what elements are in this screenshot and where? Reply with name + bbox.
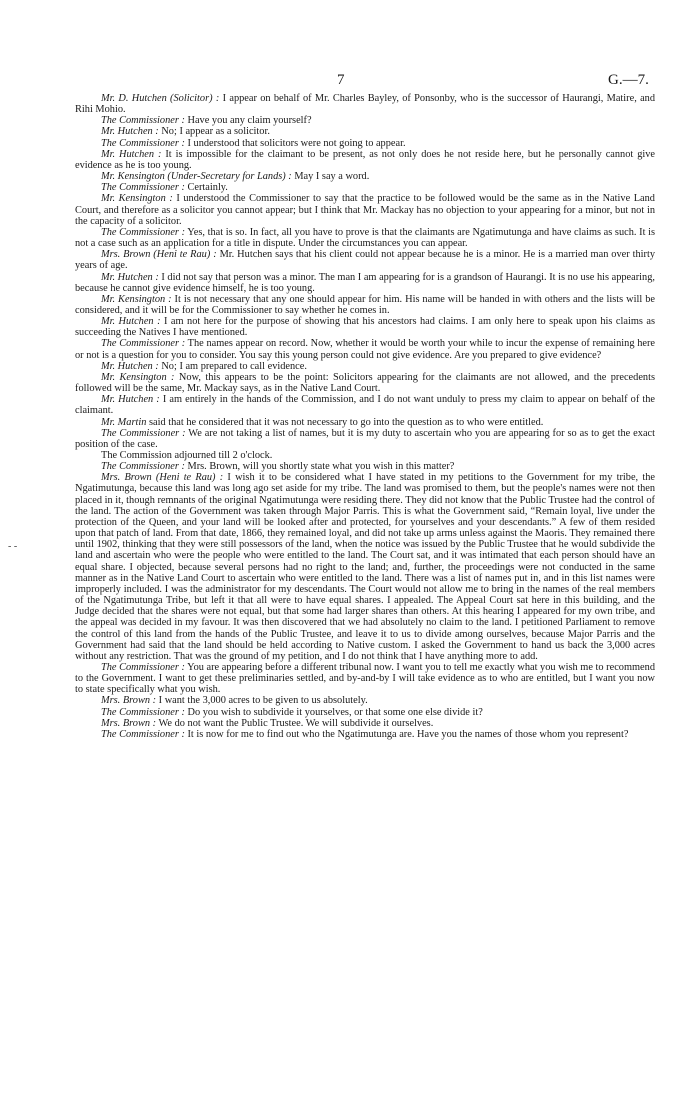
transcript-paragraph [75,149,655,171]
speaker-label: The Commissioner : [101,661,185,673]
paragraph-text: May I say a word. [291,171,370,183]
paragraph-text: Yes, that is so. In fact, all you have to prove is that the claimants are Ngatimutunga and have claims as such. It is not a case such as an application for a title in dispute. Under the circumstances you can appear. [75,226,655,250]
paragraph-text: It is now for me to find out who the Ngatimutunga are. Have you the names of those whom you represent? [184,728,629,740]
speaker-label: Mr. Hutchen : [101,394,160,406]
speaker-label: Mrs. Brown : [101,695,157,707]
paragraph-text: Do you wish to subdivide it yourselves, or that some one else divide it? [184,706,483,718]
paragraph-text: I understood that solicitors were not going to appear. [184,137,406,149]
speaker-label: Mr. Hutchen : [101,360,159,372]
speaker-label: The Commissioner : [101,226,186,238]
transcript-paragraph [75,662,655,695]
paragraph-text: Mrs. Brown, will you shortly state what you wish in this matter? [184,461,455,473]
transcript-paragraph [75,450,655,461]
transcript-paragraph [75,126,655,137]
paragraph-text: I appear on behalf of Mr. Charles Bayley, of Ponsonby, who is the successor of Haurangi, Matire, and Rihi Mohio. [75,93,656,116]
transcript-paragraph [75,361,655,372]
paragraph-text: Have you any claim yourself? [184,115,312,127]
transcript-paragraph [75,394,655,416]
speaker-label: Mr. Hutchen : [101,271,159,283]
transcript-paragraph [75,182,655,193]
speaker-label: The Commissioner : [101,182,185,194]
transcript-paragraph [75,718,655,729]
document-reference: G.—7. [608,72,649,88]
transcript-paragraph [75,171,655,182]
page-number: 7 [337,72,345,88]
transcript-paragraph [75,138,655,149]
paragraph-text: It is not necessary that any one should appear for him. His name will be handed in with others and the lists will be considered, and it will be for the Commissioner to say whether he comes in. [75,293,655,316]
paragraph-text: You are appearing before a different tribunal now. I want you to tell me exactly what you wish me to recommend to the Government. I want to get these preliminaries settled, and by-and-by I will take evidence as to who are entitled, but I want you now to state specifically what you wish. [75,661,655,696]
speaker-label: Mr. Martin [101,416,147,428]
speaker-label: Mrs. Brown (Heni te Rau) : [101,472,224,484]
transcript-paragraph [75,338,655,360]
transcript-paragraph [75,93,655,115]
transcript-paragraph [75,193,655,226]
speaker-label: Mr. Kensington : [101,193,173,205]
transcript-paragraph [75,695,655,706]
paragraph-text: We are not taking a list of names, but it is my duty to ascertain who you are appearing for so as to get the exact position of the case. [75,427,656,450]
paragraph-text: I wish it to be considered what I have stated in my petitions to the Government for my tribe, the Ngatimutunga, because this land was long ago set aside for my tribe. The land was promised to them, but the people's names were not then placed in it, though remnants of the original Ngatimutunga were residing there. They did not know that the Public Trustee had the control of the land. The action of the Government was taken through Major Parris. This is what the Government said, “Remain loyal, live under the protection of the Queen, and your land will be looked after and protected, for yourselves and your descendants.” A few of them resided upon that patch of land. From that date, 1866, they remained loyal, and did not take up arms unless against the Maoris. They remained there until 1902, thinking that they were still possessors of the land, when the notice was issued by the Public Trustee that he would subdivide the land and ascertain who were the people who were entitled to the land. The Court sat, and it was intimated that each person should have an equal share. I objected, because several persons had no right to the land; and, further, the proceedings were not conducted in the same manner as in the Native Land Court to ascertain who were entitled to the land. There was a list of names put in, and in this list names were improperly included. I was the administrator for my descendants. The Court would not allow me to bring in the names of the real members of the Ngatimutunga Tribe, but left it that all were to have equal shares. I appealed. The Appeal Court sat here in this building, and the Judge decided that the shares were not equal, but that some had larger shares than others. At this hearing I appeared for my own tribe, and the appeal was decided in my favour. It was then discovered that we had absolutely no claim to the land. I petitioned Parliament to remove the control of this land from the hands of the Public Trustee, and leave it to us to divide among ourselves, because Major Parris and the Government had said that the land should be held according to Native custom. I asked the Government to hand us back the 3,000 acres without any restriction. That was the ground of my petition, and I do not think that I have anything more to add. [75,472,655,662]
paragraph-text: We do not want the Public Trustee. We will subdivide it ourselves. [156,717,434,729]
transcript-paragraph [75,428,655,450]
speaker-label: Mrs. Brown (Heni te Rau) : [101,249,217,261]
speaker-label: The Commissioner : [101,427,186,439]
transcript-body [75,93,655,740]
speaker-label: The Commissioner : [101,461,185,473]
speaker-label: Mr. Hutchen : [101,126,159,138]
transcript-paragraph [75,115,655,126]
paragraph-text: No; I appear as a solicitor. [158,126,270,138]
transcript-paragraph [75,372,655,394]
transcript-paragraph [75,316,655,338]
paragraph-text: I want the 3,000 acres to be given to us absolutely. [156,695,368,707]
paragraph-text: Mr. Hutchen says that his client could not appear because he is a minor. He is a married man over thirty years of age. [75,249,656,272]
speaker-label: The Commissioner : [101,706,185,718]
transcript-paragraph [75,272,655,294]
transcript-paragraph [75,417,655,428]
transcript-paragraph [75,294,655,316]
transcript-paragraph [75,729,655,740]
speaker-label: Mr. Hutchen : [101,148,162,160]
speaker-label: The Commissioner : [101,338,186,350]
speaker-label: Mr. D. Hutchen (Solicitor) : [101,93,220,104]
transcript-paragraph [75,472,655,662]
speaker-label: The Commissioner : [101,115,185,127]
transcript-paragraph [75,461,655,472]
speaker-label: Mr. Kensington : [101,293,172,305]
margin-mark: - - [8,541,18,552]
paragraph-text: It is impossible for the claimant to be present, as not only does he not reside here, but he personally cannot give evidence as he is too young. [75,148,655,171]
paragraph-text: I understood the Commissioner to say that the practice to be followed would be the same as in the Native Land Court, and therefore as a solicitor you cannot appear; but I think that Mr. Mackay has no objection to your appearing for a minor, but not in the capacity of a solicitor. [75,193,655,227]
paragraph-text: No; I am prepared to call evidence. [158,360,307,372]
paragraph-text: I did not say that person was a minor. The man I am appearing for is a grandson of Haurangi. It is no use his appearing, because he cannot give evidence himself, he is too young. [75,271,655,294]
speaker-label: Mr. Kensington (Under-Secretary for Lands) : [101,171,292,183]
paragraph-text: I am not here for the purpose of showing that his ancestors had claims. I am only here to speak upon his claims as succeeding the Natives I have mentioned. [75,316,655,339]
paragraph-text: said that he considered that it was not necessary to go into the question as to who were entitled. [146,416,544,428]
paragraph-text: The Commission adjourned till 2 o'clock. [101,450,273,461]
transcript-paragraph [75,227,655,249]
paragraph-text: The names appear on record. Now, whether it would be worth your while to incur the expense of remaining here or not is a question for you to consider. You say this young person could not give evidence. Are you prepared to give evidence? [75,338,655,361]
transcript-paragraph [75,707,655,718]
speaker-label: The Commissioner : [101,137,185,149]
speaker-label: Mr. Hutchen : [101,316,161,328]
speaker-label: The Commissioner : [101,728,185,740]
speaker-label: Mrs. Brown : [101,717,157,729]
paragraph-text: I am entirely in the hands of the Commission, and I do not want unduly to press my claim to appear on behalf of the claimant. [75,394,655,417]
paragraph-text: Certainly. [184,182,228,194]
paragraph-text: Now, this appears to be the point: Solicitors appearing for the claimants are not allowed, and the precedents followed will be the same, Mr. Mackay says, as in the Native Land Court. [75,371,655,395]
transcript-paragraph [75,249,655,271]
speaker-label: Mr. Kensington : [101,371,175,383]
